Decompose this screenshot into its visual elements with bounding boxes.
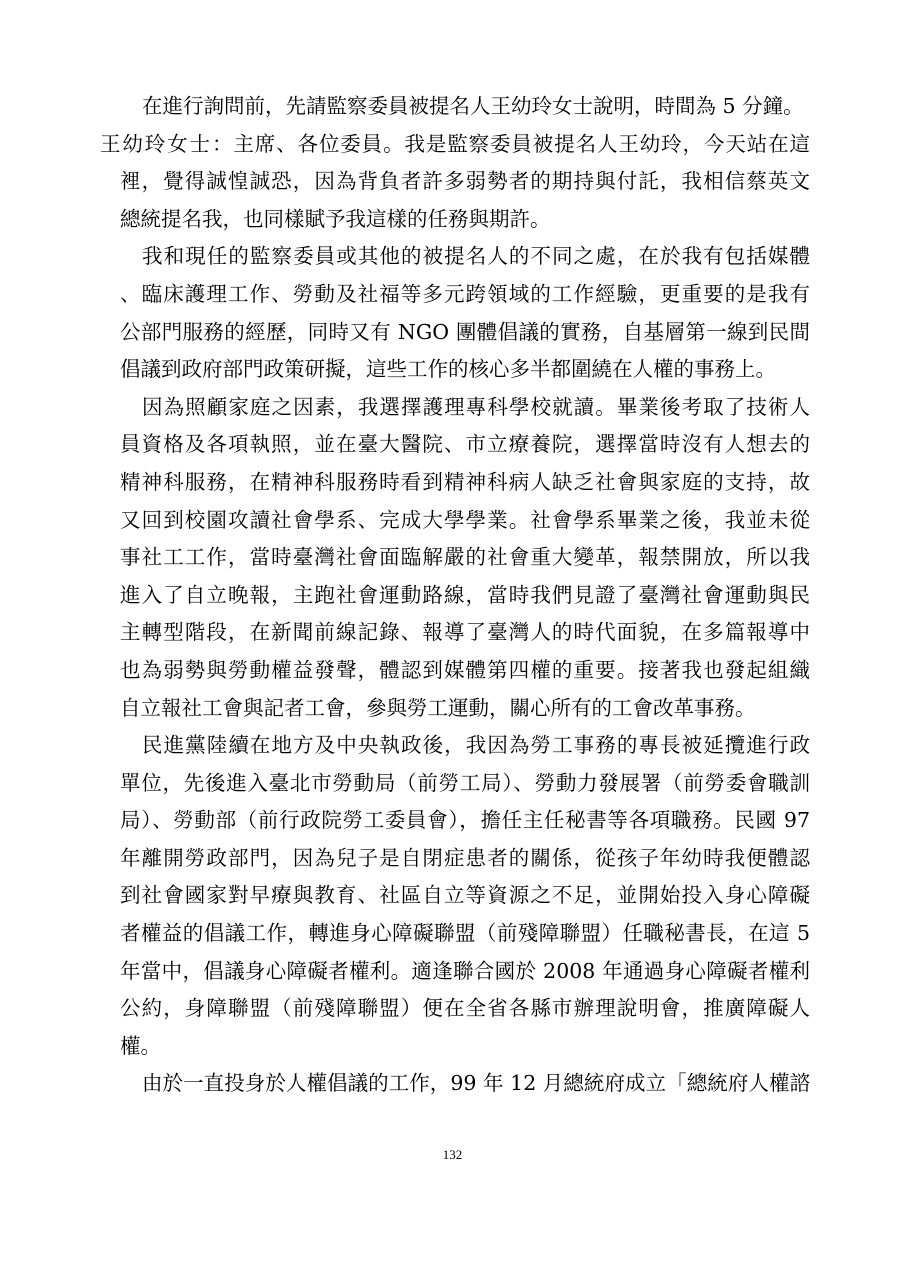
p3-line-8: 公約，身障聯盟（前殘障聯盟）便在全省各縣市辦理說明會，推廣障礙人	[120, 996, 810, 1021]
p2-line-4: 又回到校園攻讀社會學系、完成大學學業。社會學系畢業之後，我並未從	[120, 507, 810, 532]
speaker-text-1: 主席、各位委員。我是監察委員被提名人王幼玲，今天站在這	[233, 131, 810, 156]
speaker-line-2: 裡，覺得誠惶誠恐，因為背負者許多弱勢者的期持與付託，我相信蔡英文	[120, 169, 810, 194]
p2-line-8: 也為弱勢與勞動權益發聲，體認到媒體第四權的重要。接著我也發起組織	[120, 657, 810, 682]
p3-line-3: 局）、勞動部（前行政院勞工委員會），擔任主任秘書等各項職務。民國 97	[120, 808, 810, 833]
p3-line-5: 到社會國家對早療與教育、社區自立等資源之不足，並開始投入身心障礙	[120, 883, 810, 908]
p2-line-6: 進入了自立晚報，主跑社會運動路線，當時我們見證了臺灣社會運動與民	[120, 582, 810, 607]
p1-line-1: 我和現任的監察委員或其他的被提名人的不同之處，在於我有包括媒體	[142, 244, 810, 269]
p1-line-2: 、臨床護理工作、勞動及社福等多元跨領域的工作經驗，更重要的是我有	[120, 281, 810, 306]
speaker-name: 王幼玲女士	[100, 131, 212, 156]
p2-line-7: 主轉型階段，在新聞前線記錄、報導了臺灣人的時代面貌，在多篇報導中	[120, 620, 810, 645]
p3-line-4: 年離開勞政部門，因為兒子是自閉症患者的關係，從孩子年幼時我便體認	[120, 845, 810, 870]
p3-line-9: 權。	[120, 1033, 161, 1058]
p2-line-9: 自立報社工會與記者工會，參與勞工運動，關心所有的工會改革事務。	[120, 695, 756, 720]
p2-line-2: 員資格及各項執照，並在臺大醫院、市立療養院，選擇當時沒有人想去的	[120, 432, 810, 457]
speaker-separator: ：	[211, 131, 234, 156]
page-number: 132	[442, 1147, 463, 1162]
p3-line-1: 民進黨陸續在地方及中央執政後，我因為勞工事務的專長被延攬進行政	[142, 733, 810, 758]
speaker-line-3: 總統提名我，也同樣賦予我這樣的任務與期許。	[120, 206, 551, 231]
p2-line-5: 事社工工作，當時臺灣社會面臨解嚴的社會重大變革，報禁開放，所以我	[120, 545, 810, 570]
p2-line-3: 精神科服務，在精神科服務時看到精神科病人缺乏社會與家庭的支持，故	[120, 469, 810, 494]
body-text	[100, 88, 810, 1103]
intro-line-1: 在進行詢問前，先請監察委員被提名人王幼玲女士說明，時間為 5 分鐘。	[142, 94, 804, 118]
p3-line-6: 者權益的倡議工作，轉進身心障礙聯盟（前殘障聯盟）任職秘書長，在這 5	[120, 921, 810, 946]
p4-line-1: 由於一直投身於人權倡議的工作，99 年 12 月總統府成立「總統府人權諮	[142, 1071, 810, 1096]
p2-line-1: 因為照顧家庭之因素，我選擇護理專科學校就讀。畢業後考取了技術人	[142, 394, 810, 419]
p1-line-4: 倡議到政府部門政策研擬，這些工作的核心多半都圍繞在人權的事務上。	[120, 357, 776, 382]
speaker-line-1	[100, 126, 810, 164]
p3-line-2: 單位，先後進入臺北市勞動局（前勞工局）、勞動力發展署（前勞委會職訓	[120, 770, 810, 795]
p3-line-7: 年當中，倡議身心障礙者權利。適逢聯合國於 2008 年通過身心障礙者權利	[120, 958, 810, 983]
p1-line-3: 公部門服務的經歷，同時又有 NGO 團體倡議的實務，自基層第一線到民間	[120, 319, 810, 344]
